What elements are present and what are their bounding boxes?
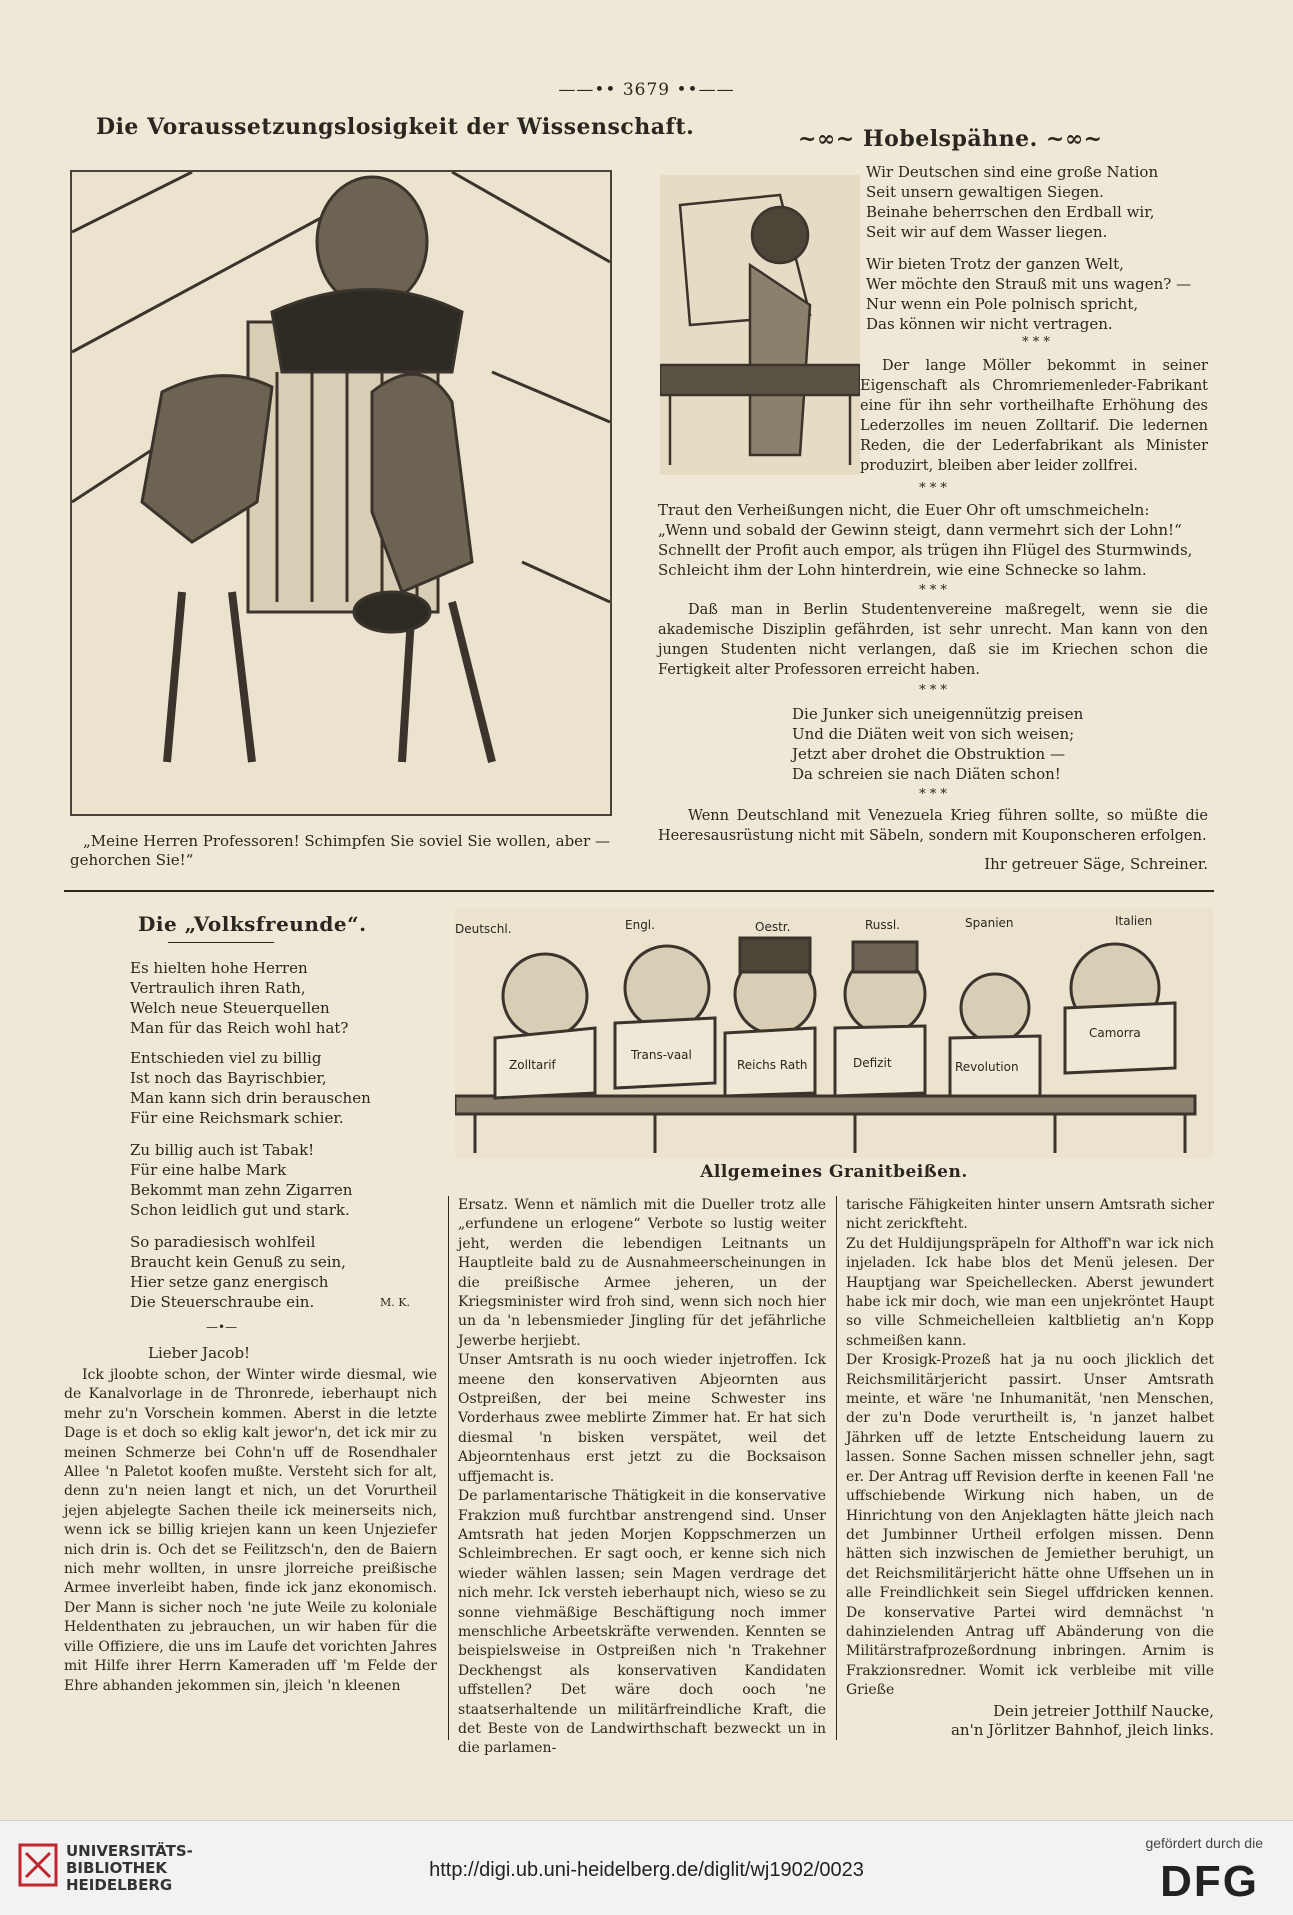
- verse-line: Beinahe beherrschen den Erdball wir,: [866, 203, 1155, 221]
- paragraph-text: Ick jloobte schon, der Winter wirde diesmal, wie de Kanalvorlage in de Thronrede, ieberhaupt nich mehr zu'n Vorschein kommen. Aberst in die letzte Dage is et doch so eklig kalt jewor'n, det ick mir zu meinen Schmerze bei Cohn'n uff de Rosendhaler Allee 'n Paletot koofen mußte. Versteht sich for alt, denn zu'n neien langt et nich, un det Vorurtheil jejen abjelegte Sachen theile ick meinerseits nich, wenn ick se billig kriejen kann un keen Unjeziefer nich drin is. Och det se Feilitzsch'n, den de Baiern nich mehr wollten, in unsre jlorreiche preißische Armee inverleibt haben, finde ick janz ekonomisch. Der Mann is sicher noch 'ne jute Weile zu koloniale Heldenthaten zu jebrauchen, un wir haben für die ville Offiziere, die uns im Laufe det vorichten Jahres mit Hilfe ihrer Herrn Kameraden uff 'm Felde der Ehre abhanden jekommen sin, jleich 'n kleenen: [64, 1367, 437, 1694]
- carpenter-illustration: [660, 175, 860, 475]
- hobel-title: ~∞~ Hobelspähne. ~∞~: [798, 126, 1103, 152]
- verse-line: Die Junker sich uneigennützig preisen: [792, 705, 1084, 723]
- volks-title: Die „Volksfreunde“.: [138, 912, 367, 936]
- letter-column-1: [64, 1366, 437, 1696]
- page-number: 3679: [622, 80, 671, 100]
- volks-stanza-2: [130, 1048, 430, 1128]
- verse-line: Entschieden viel zu billig: [130, 1049, 322, 1067]
- verse-line: „Wenn und sobald der Gewinn steigt, dann vermehrt sich der Lohn!“: [658, 521, 1182, 539]
- verse-line: Das können wir nicht vertragen.: [866, 315, 1113, 333]
- cartoon-title: Die Voraussetzungslosigkeit der Wissenschaft.: [96, 114, 695, 140]
- letter-salutation: Lieber Jacob!: [148, 1344, 251, 1362]
- country-label: Russl.: [865, 918, 901, 932]
- volks-stanza-3: [130, 1140, 430, 1220]
- stars-divider: * * *: [1022, 335, 1050, 350]
- verse-line: Nur wenn ein Pole polnisch spricht,: [866, 295, 1139, 313]
- verse-line: Bekommt man zehn Zigarren: [130, 1181, 353, 1199]
- verse-line: Es hielten hohe Herren: [130, 959, 308, 977]
- verse-line: Für eine halbe Mark: [130, 1161, 287, 1179]
- hobel-stanza-1: [866, 162, 1206, 242]
- verse-line: Schon leidlich gut und stark.: [130, 1201, 350, 1219]
- hobel-stanza-3: [658, 500, 1218, 580]
- paragraph-text: Daß man in Berlin Studentenvereine maßregelt, wenn sie die akademische Disziplin gefährden, ist sehr unrecht. Man kann von den jungen Studenten nicht verlangen, daß sie im Kriechen schon die Fertigkeit alter Professoren erreicht haben.: [658, 602, 1208, 678]
- verse-line: Hier setze ganz energisch: [130, 1273, 329, 1291]
- hobel-stanza-2: [866, 254, 1206, 334]
- verse-line: Braucht kein Genuß zu sein,: [130, 1253, 346, 1271]
- paragraph-text: Der lange Möller bekommt in seiner Eigenschaft als Chromriemenleder-Fabrikant eine für ihn sehr vortheilhafte Erhöhung des Lederzolles im neuen Zolltarif. Die ledernen Reden, die der Lederfabrikant als Minister produzirt, bleiben aber leider zollfrei.: [860, 358, 1208, 474]
- stars-divider: * * *: [919, 481, 947, 496]
- granite-cartoon-caption: Allgemeines Granitbeißen.: [700, 1162, 968, 1182]
- cartoon-drawing: [72, 172, 610, 814]
- institution-line: BIBLIOTHEK: [66, 1859, 167, 1877]
- signature-line: Dein jetreier Jotthilf Naucke,: [993, 1702, 1214, 1720]
- letter-signature: [846, 1702, 1214, 1741]
- institution-line: HEIDELBERG: [66, 1876, 173, 1894]
- paper-label: Defizit: [853, 1056, 892, 1070]
- column-rule: [448, 1196, 449, 1740]
- ornament-divider: —•—: [206, 1320, 238, 1334]
- letter-column-3: tarische Fähigkeiten hinter unsern Amtsrath sicher nicht zerickfteht. Zu det Huldijungspräpeln for Althoff'n war ick nich injeladen. Ick habe blos det Menü jelesen. Der Hauptjang war Speichellecken. Aberst jewundert habe ick mir doch, wie man een unjekröntet Haupt so ville Schmeichelleien kaltblietig an'n Kopp schmeißen kann. Der Krosigk-Prozeß hat ja nu ooch jlicklich det Reichsmilitärjericht passirt. Unser Amtsrath meinte, et wäre 'ne Inhumanität, 'nen Menschen, der zu'n Dode verurtheilt is, 'n janzet halbet Jährken uff de letzte Entscheidung lauern zu lassen. Sonne Sachen missen schneller jehn, sagt er. Der Antrag uff Revision derfte in keenen Fall 'ne uffschiebende Wirkung nich haben, un de Hinrichtung von den Anjeklagten hätte jleich nach det Jumbinner Urtheil erfolgen missen. Denn hätten sich inzwischen de Jemiether beruhigt, un det Reichsmilitärjericht hätte ohne Uffsehen un in alle Freindlichkeit sein Siegel uffdricken kennen. De konservative Partei wird demnächst 'n dahinzielenden Antrag uff Abänderung von die Militärstrafprozeßordnung inbringen. Arnim is Frakzionsredner. Womit ick verbleibe mit ville Grieße: [846, 1197, 1214, 1699]
- paper-label: Trans-vaal: [631, 1048, 692, 1062]
- verse-line: Schleicht ihm der Lohn hinterdrein, wie eine Schnecke so lahm.: [658, 561, 1147, 579]
- country-label: Italien: [1115, 914, 1153, 928]
- hobel-title-text: Hobelspähne.: [862, 126, 1038, 152]
- paper-label: Camorra: [1089, 1026, 1141, 1040]
- hobel-stanza-4: [792, 704, 1172, 784]
- institution-line: UNIVERSITÄTS-: [66, 1842, 193, 1860]
- verse-line: So paradiesisch wohlfeil: [130, 1233, 316, 1251]
- title-underline: [168, 942, 274, 943]
- letter-column-2: Ersatz. Wenn et nämlich mit die Dueller trotz alle „erfundene un erlogene“ Verbote so lustig weiter jeht, werden die lebendigen Leitnants un Hauptleite bald zu de Ausnahmeerscheinungen in die preißische Armee jeheren, un der Kriegsminister wird froh sind, wenn sich noch hier un da 'n lebensmieder Jingling für det jefährliche Jewerbe herjiebt. Unser Amtsrath is nu ooch wieder injetroffen. Ick meene den konservativen Abjeornten aus Ostpreißen, der bei meine Schwester ins Vorderhaus zwee meblirte Zimmer hat. Er hat sich diesmal 'n bisken verspätet, weil det Abjeorntenhaus erst jetzt zu die Bocksaison uffjemacht is. De parlamentarische Thätigkeit in die konservative Frakzion muß furchtbar anstrengend sind. Unser Amtsrath hat jeden Morjen Koppschmerzen un Schleimbrechen. Er sagt ooch, er kenne sich nich wieder wählen lassen; sein Magen verdrage det nich mehr. Ick versteh ieberhaupt nich, wieso se zu sonne viehmäßige Beschäftigung noch immer menschliche Arbeetskräfte verwenden. Kennten se beispielsweise in Ostpreißen nich 'n Trakehner Deckhengst als konservativen Kandidaten uffstellen? Det wäre doch ooch 'ne staatserhaltende un militärfreindliche Kraft, die det Beste von de Landwirthschaft bezweckt un in die parlamen-: [458, 1197, 826, 1757]
- paragraph-text: Wenn Deutschland mit Venezuela Krieg führen sollte, so müßte die Heeresausrüstung nicht mit Säbeln, sondern mit Kouponscheren erfolgen.: [658, 808, 1208, 844]
- hobel-paragraph-2: [658, 600, 1208, 680]
- poem-initials: M. K.: [380, 1296, 410, 1309]
- verse-line: Schnellt der Profit auch empor, als trügen ihn Flügel des Sturmwinds,: [658, 541, 1193, 559]
- paper-label: Zolltarif: [509, 1058, 556, 1072]
- verse-line: Da schreien sie nach Diäten schon!: [792, 765, 1061, 783]
- carpenter-drawing: [660, 175, 860, 475]
- volks-stanza-1: [130, 958, 430, 1038]
- verse-line: Wer möchte den Strauß mit uns wagen? —: [866, 275, 1192, 293]
- country-label: Deutschl.: [455, 922, 512, 936]
- verse-line: Traut den Verheißungen nicht, die Euer Ohr oft umschmeicheln:: [658, 501, 1150, 519]
- verse-line: Seit wir auf dem Wasser liegen.: [866, 223, 1108, 241]
- funded-by-text: gefördert durch die: [1145, 1835, 1263, 1851]
- column-rule: [836, 1196, 837, 1740]
- stars-divider: * * *: [919, 787, 947, 802]
- verse-line: Vertraulich ihren Rath,: [130, 979, 306, 997]
- verse-line: Wir bieten Trotz der ganzen Welt,: [866, 255, 1124, 273]
- verse-line: Zu billig auch ist Tabak!: [130, 1141, 315, 1159]
- signature-line: an'n Jörlitzer Bahnhof, jleich links.: [950, 1721, 1214, 1740]
- cartoon-professors-illustration: [70, 170, 612, 816]
- cartoon-caption: [70, 832, 610, 870]
- verse-line: Für eine Reichsmark schier.: [130, 1109, 344, 1127]
- caption-line: gehorchen Sie!“: [70, 851, 194, 869]
- hobel-paragraph-1: [860, 356, 1208, 476]
- stars-divider: * * *: [919, 683, 947, 698]
- verse-line: Ist noch das Bayrischbier,: [130, 1069, 327, 1087]
- verse-line: Und die Diäten weit von sich weisen;: [792, 725, 1075, 743]
- section-divider: [64, 890, 1214, 892]
- paper-label: Revolution: [955, 1060, 1019, 1074]
- source-url-link[interactable]: http://digi.ub.uni-heidelberg.de/diglit/wj1902/0023: [429, 1859, 864, 1881]
- caption-line: „Meine Herren Professoren! Schimpfen Sie soviel Sie wollen, aber —: [83, 832, 610, 850]
- verse-line: Man für das Reich wohl hat?: [130, 1019, 349, 1037]
- country-label: Engl.: [625, 918, 655, 932]
- country-label: Spanien: [965, 916, 1014, 930]
- verse-line: Die Steuerschraube ein.: [130, 1293, 315, 1311]
- country-label: Oestr.: [755, 920, 791, 934]
- verse-line: Jetzt aber drohet die Obstruktion —: [792, 745, 1065, 763]
- verse-line: Welch neue Steuerquellen: [130, 999, 330, 1017]
- stars-divider: * * *: [919, 583, 947, 598]
- hobel-paragraph-3: [658, 806, 1208, 846]
- hobel-signature: Ihr getreuer Säge, Schreiner.: [984, 855, 1208, 873]
- verse-line: Seit unsern gewaltigen Siegen.: [866, 183, 1104, 201]
- digitization-footer: [0, 1820, 1293, 1915]
- granite-cartoon-illustration: [455, 908, 1213, 1158]
- paper-label: Reichs Rath: [737, 1058, 808, 1072]
- page-number-line: ——•• 3679 ••——: [558, 80, 735, 100]
- verse-line: Wir Deutschen sind eine große Nation: [866, 163, 1159, 181]
- dfg-logo: DFG: [1160, 1857, 1259, 1906]
- verse-line: Man kann sich drin berauschen: [130, 1089, 371, 1107]
